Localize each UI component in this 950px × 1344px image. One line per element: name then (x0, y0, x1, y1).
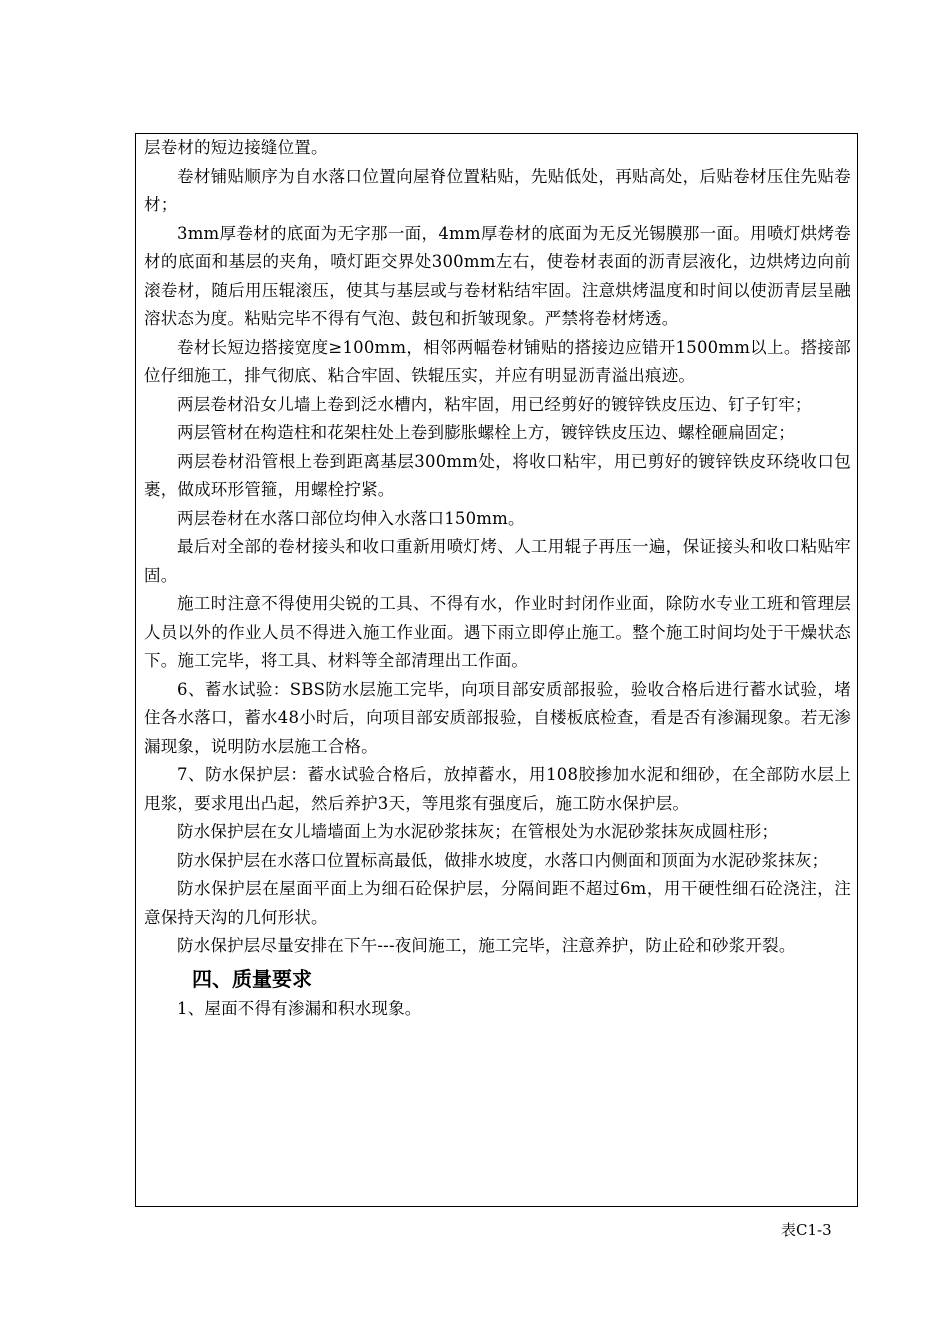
quality-item: 1、屋面不得有渗漏和积水现象。 (177, 998, 422, 1018)
paragraph: 6、蓄水试验：SBS防水层施工完毕，向项目部安质部报验，验收合格后进行蓄水试验，堵住各水落口，蓄水48小时后，向项目部安质部报验，自楼板底检查，看是否有渗漏现象。若无渗漏现象，说明防水层施工合格。 (144, 679, 851, 756)
paragraph: 最后对全部的卷材接头和收口重新用喷灯烤、人工用辊子再压一遍，保证接头和收口粘贴牢固。 (144, 537, 851, 585)
document-body (144, 134, 851, 1023)
paragraph: 防水保护层尽量安排在下午---夜间施工，施工完毕，注意养护，防止砼和砂浆开裂。 (177, 936, 796, 955)
document-frame (135, 133, 858, 1207)
paragraph: 两层管材在构造柱和花架柱处上卷到膨胀螺栓上方，镀锌铁皮压边、螺栓砸扁固定； (177, 423, 795, 442)
paragraph: 两层卷材沿管根上卷到距离基层300mm处，将收口粘牢，用已剪好的镀锌铁皮环绕收口包裹，做成环形管箍，用螺栓拧紧。 (144, 451, 851, 499)
paragraph: 卷材铺贴顺序为自水落口位置向屋脊位置粘贴，先贴低处，再贴高处，后贴卷材压住先贴卷材； (144, 166, 851, 214)
paragraph: 两层卷材在水落口部位均伸入水落口150mm。 (177, 508, 525, 528)
paragraph: 7、防水保护层：蓄水试验合格后，放掉蓄水，用108胶掺加水泥和细砂，在全部防水层上甩浆，要求甩出凸起，然后养护3天，等甩浆有强度后，施工防水保护层。 (144, 765, 851, 813)
paragraph: 两层卷材沿女儿墙上卷到泛水槽内，粘牢固，用已经剪好的镀锌铁皮压边、钉子钉牢； (177, 394, 812, 414)
paragraph: 卷材长短边搭接宽度≥100mm，相邻两幅卷材铺贴的搭接边应错开1500mm以上。搭接部位仔细施工，排气彻底、粘合牢固、铁辊压实，并应有明显沥青溢出痕迹。 (144, 337, 851, 385)
paragraph: 防水保护层在屋面平面上为细石砼保护层，分隔间距不超过6m，用干硬性细石砼浇注，注意保持天沟的几何形状。 (144, 879, 851, 927)
form-number-label: 表C1-3 (781, 1221, 832, 1239)
paragraph: 层卷材的短边接缝位置。 (144, 138, 328, 157)
section-heading: 四、质量要求 (192, 966, 312, 991)
paragraph: 3mm厚卷材的底面为无字那一面，4mm厚卷材的底面为无反光锡膜那一面。用喷灯烘烤卷材的底面和基层的夹角，喷灯距交界处300mm左右，使卷材表面的沥青层液化，边烘烤边向前滚卷材，随后用压辊滚压，使其与基层或与卷材粘结牢固。注意烘烤温度和时间以使沥青层呈融溶状态为度。粘贴完毕不得有气泡、鼓包和折皱现象。严禁将卷材烤透。 (144, 223, 851, 328)
paragraph: 防水保护层在水落口位置标高最低，做排水坡度，水落口内侧面和顶面为水泥砂浆抹灰； (177, 850, 829, 870)
paragraph: 施工时注意不得使用尖锐的工具、不得有水，作业时封闭作业面，除防水专业工班和管理层人员以外的作业人员不得进入施工作业面。遇下雨立即停止施工。整个施工时间均处于干燥状态下。施工完毕，将工具、材料等全部清理出工作面。 (144, 594, 851, 670)
paragraph: 防水保护层在女儿墙墙面上为水泥砂浆抹灰；在管根处为水泥砂浆抹灰成圆柱形； (177, 822, 779, 841)
